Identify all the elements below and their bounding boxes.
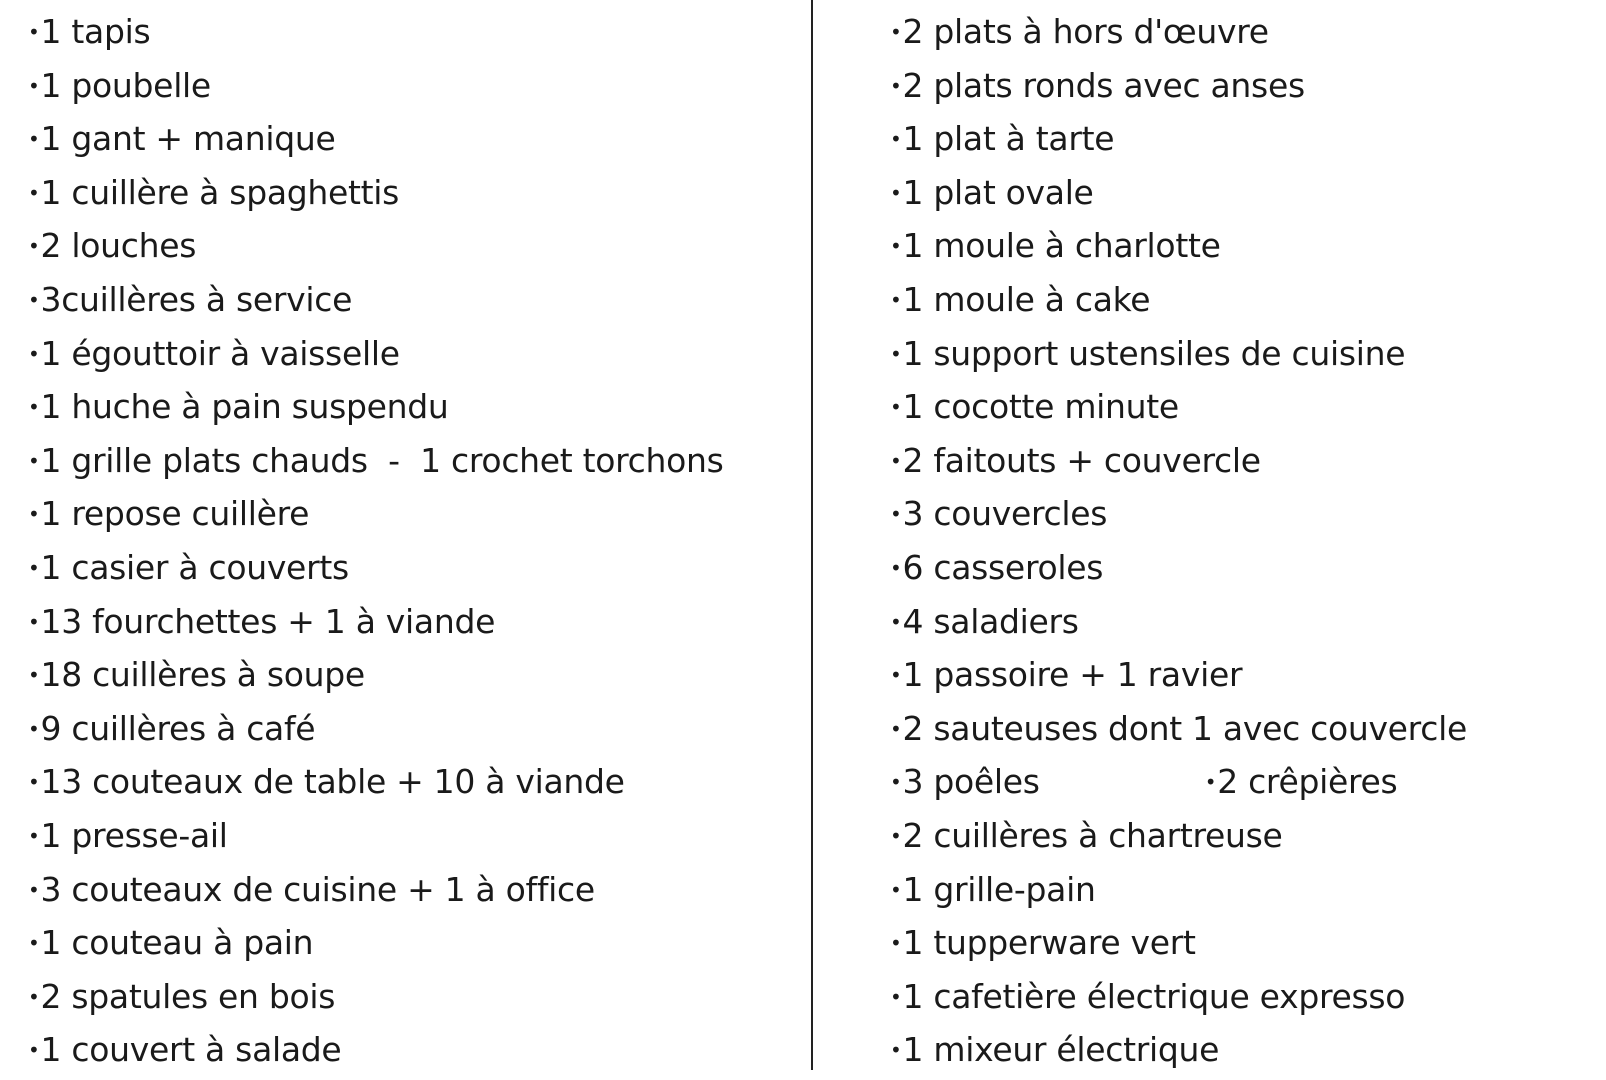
bullet-icon: •: [28, 663, 40, 688]
list-item: [28, 705, 788, 759]
item-text: 1 grille-pain: [902, 869, 1096, 909]
bullet-icon: •: [890, 770, 902, 795]
bullet-icon: •: [890, 341, 902, 366]
bullet-icon: •: [890, 609, 902, 634]
item-text: 1 gant + manique: [40, 119, 336, 159]
bullet-icon: •: [890, 1038, 902, 1063]
bullet-icon: •: [28, 395, 40, 420]
list-item: [890, 222, 1590, 276]
list-item: [890, 330, 1590, 384]
item-text: 1 cafetière électrique expresso: [902, 976, 1406, 1016]
bullet-icon: •: [1204, 770, 1217, 795]
bullet-icon: •: [890, 395, 902, 420]
bullet-icon: •: [890, 823, 902, 848]
bullet-icon: •: [890, 984, 902, 1009]
bullet-icon: •: [28, 234, 40, 259]
list-item: [28, 919, 788, 973]
item-text: 1 plat à tarte: [902, 119, 1115, 159]
bullet-icon: •: [890, 448, 902, 473]
item-text: 1 cuillère à spaghettis: [40, 172, 400, 212]
item-text: 1 poubelle: [40, 65, 211, 105]
item-text: 2 cuillères à chartreuse: [902, 815, 1283, 855]
list-item: [28, 973, 788, 1027]
list-item: [28, 437, 788, 491]
item-text: 1 presse-ail: [40, 815, 228, 855]
bullet-icon: •: [28, 127, 40, 152]
item-text: 2 spatules en bois: [40, 976, 336, 1016]
bullet-icon: •: [890, 502, 902, 527]
item-text: 1 huche à pain suspendu: [40, 387, 449, 427]
bullet-icon: •: [890, 931, 902, 956]
list-item: [890, 276, 1590, 330]
bullet-icon: •: [28, 877, 40, 902]
item-text: 2 louches: [40, 226, 197, 266]
list-item: [28, 1026, 788, 1080]
list-item: [28, 490, 788, 544]
list-item: [28, 383, 788, 437]
list-item: [28, 866, 788, 920]
right-inventory-list: [890, 8, 1590, 1080]
bullet-icon: •: [28, 287, 40, 312]
list-item: [890, 8, 1590, 62]
list-item: [28, 222, 788, 276]
item-text: 1 égouttoir à vaisselle: [40, 333, 400, 373]
list-item: [28, 330, 788, 384]
item-text: 1 support ustensiles de cuisine: [902, 333, 1406, 373]
item-text: 3cuillères à service: [40, 279, 353, 319]
bullet-icon: •: [28, 502, 40, 527]
list-item: [890, 383, 1590, 437]
bullet-icon: •: [890, 234, 902, 259]
bullet-icon: •: [890, 663, 902, 688]
item-text: 1 repose cuillère: [40, 494, 310, 534]
bullet-icon: •: [28, 555, 40, 580]
item-text: 1 plat ovale: [902, 172, 1094, 212]
bullet-icon: •: [28, 931, 40, 956]
bullet-icon: •: [28, 716, 40, 741]
item-text: 2 crêpières: [1217, 762, 1398, 802]
list-item: [890, 169, 1590, 223]
list-item: [28, 169, 788, 223]
list-item: [890, 651, 1590, 705]
bullet-icon: •: [28, 1038, 40, 1063]
item-text: 1 casier à couverts: [40, 547, 349, 587]
list-item: [890, 758, 1590, 812]
list-item: [890, 866, 1590, 920]
item-text: 2 plats ronds avec anses: [902, 65, 1305, 105]
bullet-icon: •: [28, 448, 40, 473]
bullet-icon: •: [890, 73, 902, 98]
bullet-icon: •: [890, 20, 902, 44]
list-item: [890, 973, 1590, 1027]
item-text: 2 sauteuses dont 1 avec couvercle: [902, 708, 1467, 748]
item-text: 1 passoire + 1 ravier: [902, 655, 1243, 695]
bullet-icon: •: [28, 20, 40, 44]
bullet-icon: •: [890, 127, 902, 152]
bullet-icon: •: [28, 770, 40, 795]
item-text: 2 faitouts + couvercle: [902, 440, 1261, 480]
item-text: 1 moule à cake: [902, 279, 1151, 319]
item-text: 3 poêles: [902, 762, 1040, 802]
list-item: [890, 1026, 1590, 1080]
item-text: 4 saladiers: [902, 601, 1079, 641]
item-text: 1 tupperware vert: [902, 923, 1196, 963]
left-inventory-list: [28, 8, 788, 1080]
item-text: 1 mixeur électrique: [902, 1030, 1220, 1070]
list-item: [28, 812, 788, 866]
list-item: [890, 812, 1590, 866]
item-text: 2 plats à hors d'œuvre: [902, 12, 1269, 51]
list-item: [28, 651, 788, 705]
list-item: [890, 490, 1590, 544]
list-item: [890, 544, 1590, 598]
bullet-icon: •: [28, 341, 40, 366]
list-item: [28, 8, 788, 62]
list-item: [890, 598, 1590, 652]
list-item: [28, 62, 788, 116]
item-text: 13 fourchettes + 1 à viande: [40, 601, 496, 641]
list-item: [890, 62, 1590, 116]
item-text: 1 couvert à salade: [40, 1030, 342, 1070]
bullet-icon: •: [890, 180, 902, 205]
bullet-icon: •: [28, 823, 40, 848]
item-text: 18 cuillères à soupe: [40, 655, 365, 695]
item-text: 9 cuillères à café: [40, 708, 316, 748]
bullet-icon: •: [890, 716, 902, 741]
item-text: 1 cocotte minute: [902, 387, 1179, 427]
list-item: [28, 544, 788, 598]
bullet-icon: •: [28, 609, 40, 634]
item-text: 1 tapis: [40, 12, 151, 51]
list-item: [890, 705, 1590, 759]
column-divider: [811, 0, 813, 1070]
bullet-icon: •: [28, 180, 40, 205]
list-item: [28, 598, 788, 652]
bullet-icon: •: [890, 287, 902, 312]
item-text: 6 casseroles: [902, 547, 1104, 587]
list-item: [890, 115, 1590, 169]
list-item: [890, 919, 1590, 973]
list-item: [890, 437, 1590, 491]
list-item: [28, 115, 788, 169]
bullet-icon: •: [890, 877, 902, 902]
item-text: 1 couteau à pain: [40, 923, 314, 963]
item-text: 1 moule à charlotte: [902, 226, 1221, 266]
list-item: [28, 758, 788, 812]
item-text: 3 couvercles: [902, 494, 1108, 534]
item-text: 13 couteaux de table + 10 à viande: [40, 762, 625, 802]
item-text: 3 couteaux de cuisine + 1 à office: [40, 869, 595, 909]
list-item: [28, 276, 788, 330]
item-text: 1 grille plats chauds - 1 crochet torchons: [40, 440, 724, 480]
bullet-icon: •: [890, 555, 902, 580]
bullet-icon: •: [28, 984, 40, 1009]
bullet-icon: •: [28, 73, 40, 98]
